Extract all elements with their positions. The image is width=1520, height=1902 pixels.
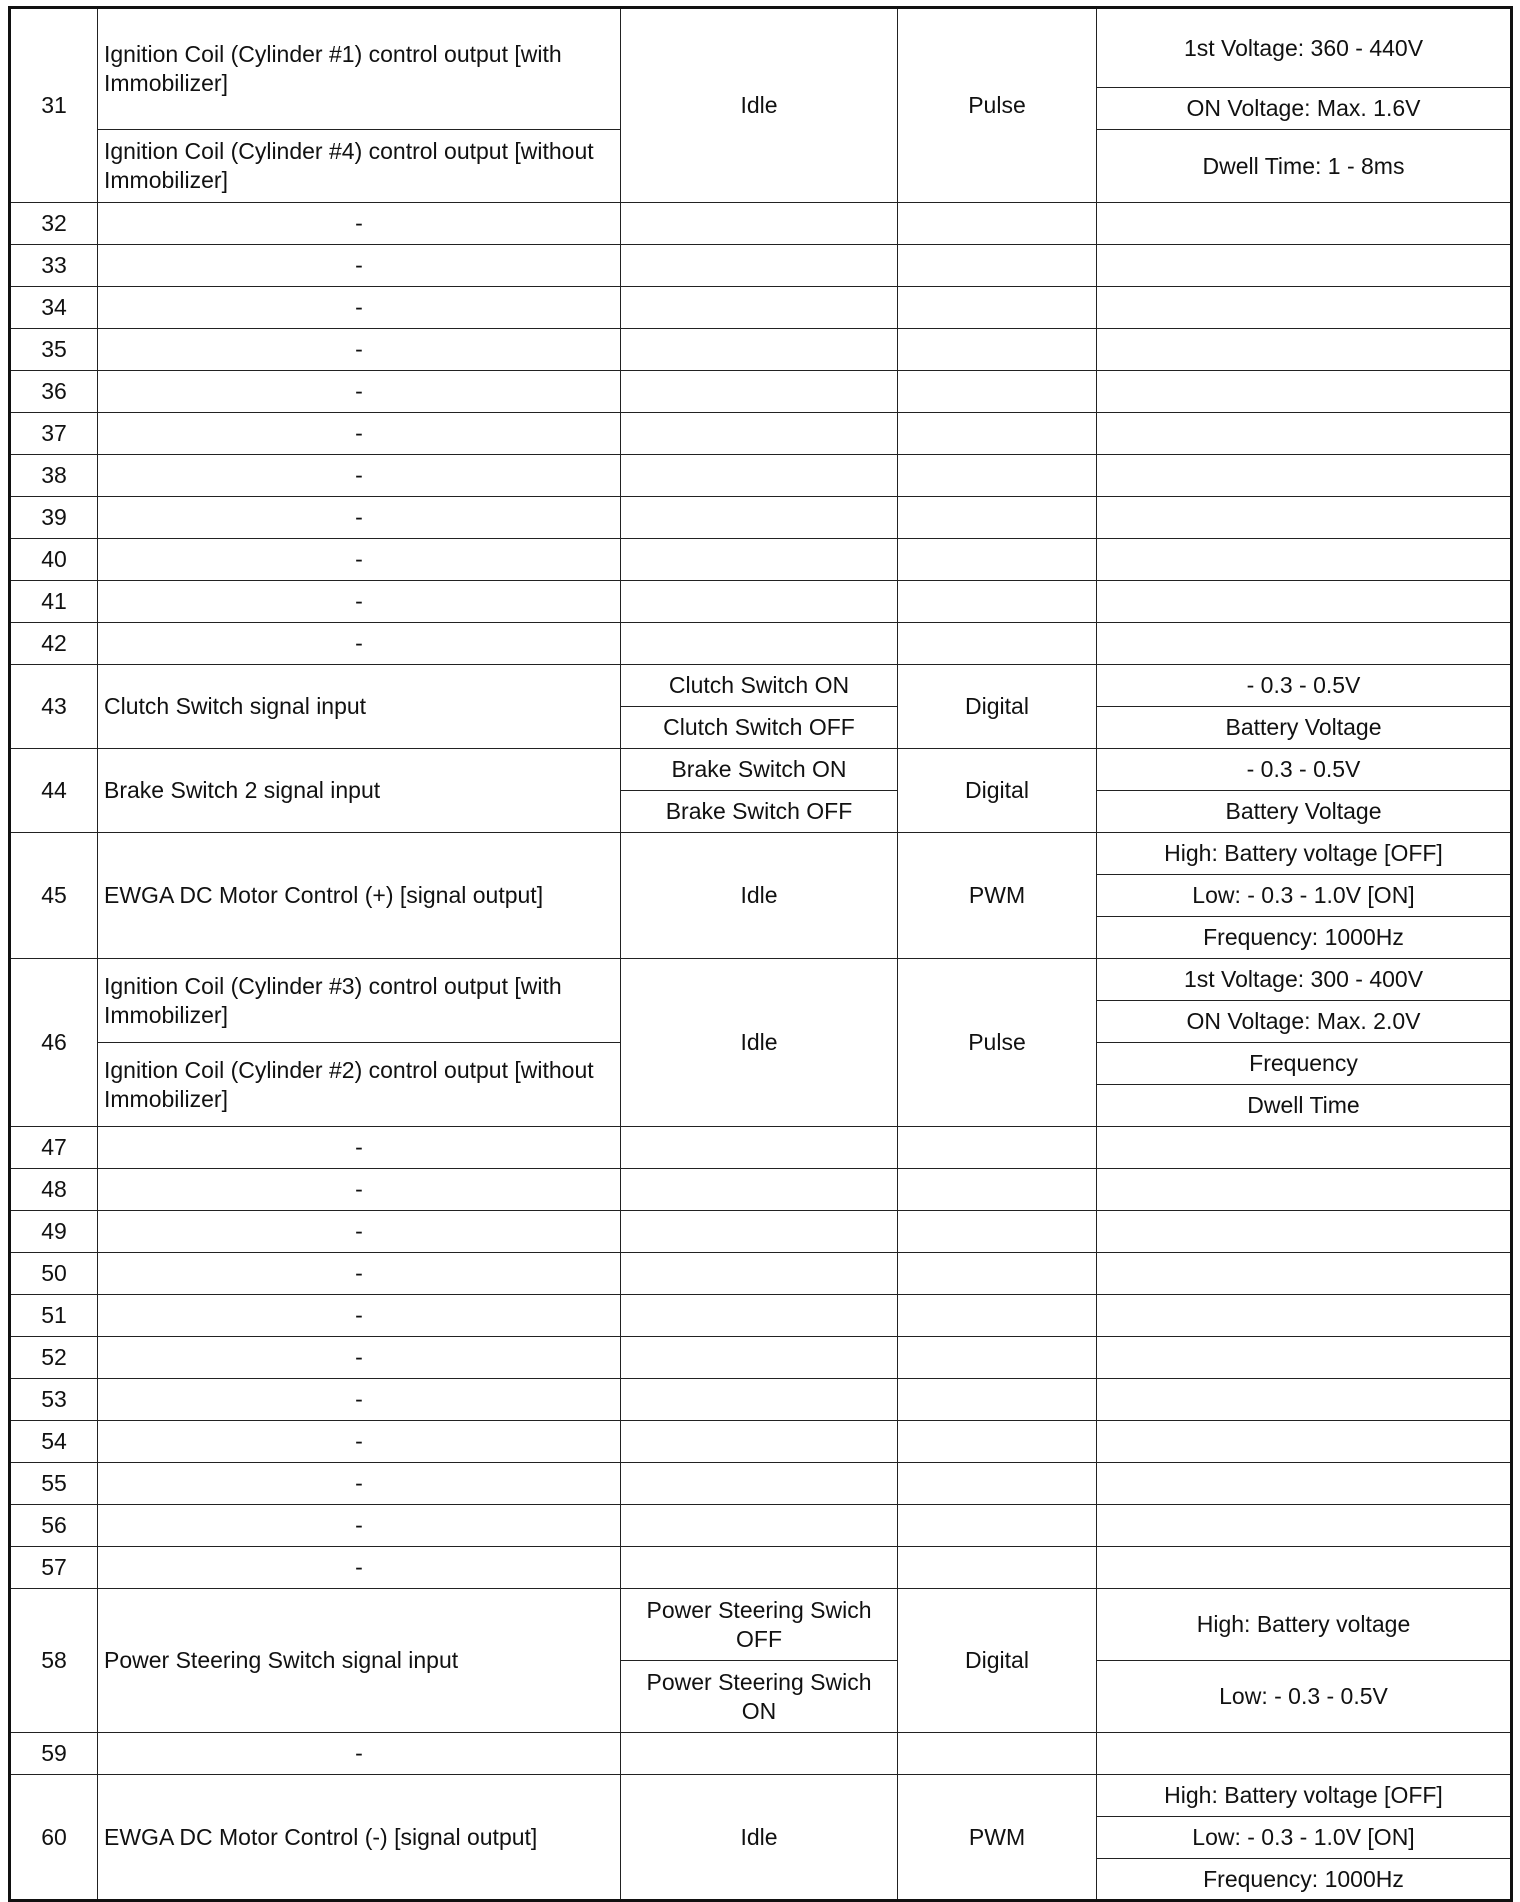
empty-cell (898, 1505, 1097, 1547)
empty-cell (898, 497, 1097, 539)
empty-cell (1097, 581, 1512, 623)
specification: Battery Voltage (1097, 791, 1512, 833)
empty-cell (621, 1127, 898, 1169)
empty-cell (621, 1295, 898, 1337)
empty-cell (898, 1127, 1097, 1169)
pin-number: 59 (10, 1733, 98, 1775)
table-row (10, 1733, 1512, 1775)
empty-cell (621, 371, 898, 413)
specification: 1st Voltage: 300 - 400V (1097, 959, 1512, 1001)
empty-cell (621, 203, 898, 245)
empty-cell (621, 455, 898, 497)
pin-description: - (98, 623, 621, 665)
pin-description: - (98, 203, 621, 245)
pin-number: 55 (10, 1463, 98, 1505)
specification: Low: - 0.3 - 0.5V (1097, 1661, 1512, 1733)
specification: 1st Voltage: 360 - 440V (1097, 8, 1512, 88)
table-row (10, 1127, 1512, 1169)
empty-cell (621, 1463, 898, 1505)
pin-number: 34 (10, 287, 98, 329)
specification: Frequency (1097, 1043, 1512, 1085)
pin-description: Ignition Coil (Cylinder #3) control output [with Immobilizer] (98, 959, 621, 1043)
pin-description: EWGA DC Motor Control (-) [signal output] (98, 1775, 621, 1901)
empty-cell (621, 287, 898, 329)
empty-cell (621, 1505, 898, 1547)
empty-cell (621, 1421, 898, 1463)
empty-cell (1097, 1463, 1512, 1505)
pin-description: - (98, 497, 621, 539)
empty-cell (621, 581, 898, 623)
signal-type: PWM (898, 833, 1097, 959)
empty-cell (898, 371, 1097, 413)
pin-description: Ignition Coil (Cylinder #1) control output [with Immobilizer] (98, 8, 621, 130)
pin-description: Brake Switch 2 signal input (98, 749, 621, 833)
empty-cell (1097, 1211, 1512, 1253)
empty-cell (1097, 1421, 1512, 1463)
signal-type: Digital (898, 1589, 1097, 1733)
pin-number: 47 (10, 1127, 98, 1169)
empty-cell (898, 455, 1097, 497)
pin-number: 48 (10, 1169, 98, 1211)
empty-cell (898, 1337, 1097, 1379)
pin-number: 57 (10, 1547, 98, 1589)
pin-description: - (98, 1547, 621, 1589)
pin-description: - (98, 1337, 621, 1379)
specification: - 0.3 - 0.5V (1097, 749, 1512, 791)
empty-cell (898, 1295, 1097, 1337)
empty-cell (898, 1169, 1097, 1211)
pin-description: - (98, 1505, 621, 1547)
check-condition: Idle (621, 833, 898, 959)
check-condition: Idle (621, 959, 898, 1127)
pin-description: Clutch Switch signal input (98, 665, 621, 749)
pin-description: EWGA DC Motor Control (+) [signal output] (98, 833, 621, 959)
pin-description: - (98, 1421, 621, 1463)
pin-number: 50 (10, 1253, 98, 1295)
empty-cell (1097, 623, 1512, 665)
pin-spec-table (8, 6, 1513, 1902)
empty-cell (898, 1379, 1097, 1421)
pin-number: 56 (10, 1505, 98, 1547)
pin-description: - (98, 413, 621, 455)
pin-number: 60 (10, 1775, 98, 1901)
check-condition: Clutch Switch OFF (621, 707, 898, 749)
pin-description: Ignition Coil (Cylinder #2) control output [without Immobilizer] (98, 1043, 621, 1127)
empty-cell (1097, 1379, 1512, 1421)
pin-number: 52 (10, 1337, 98, 1379)
empty-cell (621, 1379, 898, 1421)
table-row (10, 413, 1512, 455)
empty-cell (1097, 1505, 1512, 1547)
pin-description: - (98, 1169, 621, 1211)
pin-number: 35 (10, 329, 98, 371)
table-row (10, 665, 1512, 707)
table-row (10, 1169, 1512, 1211)
empty-cell (621, 539, 898, 581)
signal-type: PWM (898, 1775, 1097, 1901)
signal-type: Digital (898, 749, 1097, 833)
empty-cell (898, 1463, 1097, 1505)
empty-cell (621, 1733, 898, 1775)
specification: ON Voltage: Max. 2.0V (1097, 1001, 1512, 1043)
pin-number: 42 (10, 623, 98, 665)
empty-cell (1097, 371, 1512, 413)
pin-description: Ignition Coil (Cylinder #4) control output [without Immobilizer] (98, 130, 621, 203)
empty-cell (898, 581, 1097, 623)
empty-cell (621, 1337, 898, 1379)
empty-cell (1097, 203, 1512, 245)
table-row (10, 1589, 1512, 1661)
specification: Dwell Time: 1 - 8ms (1097, 130, 1512, 203)
specification: Frequency: 1000Hz (1097, 917, 1512, 959)
pin-description: - (98, 329, 621, 371)
pin-description: - (98, 287, 621, 329)
specification: High: Battery voltage [OFF] (1097, 1775, 1512, 1817)
specification: Low: - 0.3 - 1.0V [ON] (1097, 875, 1512, 917)
empty-cell (1097, 287, 1512, 329)
pin-number: 41 (10, 581, 98, 623)
pin-number: 45 (10, 833, 98, 959)
empty-cell (1097, 1547, 1512, 1589)
pin-description: - (98, 455, 621, 497)
table-row (10, 1253, 1512, 1295)
pin-description: - (98, 1295, 621, 1337)
table-row (10, 329, 1512, 371)
pin-number: 33 (10, 245, 98, 287)
empty-cell (1097, 1733, 1512, 1775)
specification: High: Battery voltage (1097, 1589, 1512, 1661)
empty-cell (621, 329, 898, 371)
pin-number: 36 (10, 371, 98, 413)
empty-cell (1097, 1295, 1512, 1337)
specification: Battery Voltage (1097, 707, 1512, 749)
empty-cell (1097, 539, 1512, 581)
table-row (10, 833, 1512, 875)
pin-description: - (98, 1127, 621, 1169)
empty-cell (898, 329, 1097, 371)
signal-type: Digital (898, 665, 1097, 749)
empty-cell (621, 245, 898, 287)
check-condition: Brake Switch OFF (621, 791, 898, 833)
table-row (10, 1379, 1512, 1421)
empty-cell (898, 413, 1097, 455)
table-row (10, 539, 1512, 581)
pin-number: 31 (10, 8, 98, 203)
check-condition: Power Steering Swich OFF (621, 1589, 898, 1661)
empty-cell (1097, 455, 1512, 497)
check-condition: Idle (621, 8, 898, 203)
pin-number: 53 (10, 1379, 98, 1421)
pin-number: 32 (10, 203, 98, 245)
table-row (10, 455, 1512, 497)
signal-type: Pulse (898, 959, 1097, 1127)
table-row (10, 1295, 1512, 1337)
pin-description: - (98, 1733, 621, 1775)
table-row (10, 581, 1512, 623)
specification: High: Battery voltage [OFF] (1097, 833, 1512, 875)
empty-cell (898, 1421, 1097, 1463)
empty-cell (621, 623, 898, 665)
table-row (10, 1463, 1512, 1505)
empty-cell (1097, 1127, 1512, 1169)
table-row (10, 1337, 1512, 1379)
check-condition: Clutch Switch ON (621, 665, 898, 707)
pin-description: - (98, 1211, 621, 1253)
empty-cell (621, 497, 898, 539)
empty-cell (621, 1547, 898, 1589)
empty-cell (621, 413, 898, 455)
pin-number: 46 (10, 959, 98, 1127)
empty-cell (898, 1211, 1097, 1253)
empty-cell (898, 539, 1097, 581)
pin-description: - (98, 245, 621, 287)
specification: - 0.3 - 0.5V (1097, 665, 1512, 707)
pin-description: - (98, 1379, 621, 1421)
table-row (10, 959, 1512, 1001)
empty-cell (621, 1169, 898, 1211)
pin-number: 39 (10, 497, 98, 539)
pin-number: 49 (10, 1211, 98, 1253)
check-condition: Idle (621, 1775, 898, 1901)
table-row (10, 203, 1512, 245)
specification: Frequency: 1000Hz (1097, 1859, 1512, 1901)
signal-type: Pulse (898, 8, 1097, 203)
empty-cell (621, 1253, 898, 1295)
pin-description: - (98, 539, 621, 581)
table-row (10, 371, 1512, 413)
pin-description: - (98, 371, 621, 413)
specification: Low: - 0.3 - 1.0V [ON] (1097, 1817, 1512, 1859)
table-row (10, 245, 1512, 287)
specification: ON Voltage: Max. 1.6V (1097, 88, 1512, 130)
empty-cell (1097, 245, 1512, 287)
empty-cell (1097, 413, 1512, 455)
pin-number: 38 (10, 455, 98, 497)
pin-number: 51 (10, 1295, 98, 1337)
table-row (10, 749, 1512, 791)
table-row (10, 1505, 1512, 1547)
empty-cell (1097, 497, 1512, 539)
empty-cell (898, 245, 1097, 287)
table-row (10, 623, 1512, 665)
empty-cell (898, 203, 1097, 245)
pin-description: Power Steering Switch signal input (98, 1589, 621, 1733)
table-row (10, 497, 1512, 539)
check-condition: Brake Switch ON (621, 749, 898, 791)
empty-cell (898, 287, 1097, 329)
pin-description: - (98, 581, 621, 623)
pin-number: 43 (10, 665, 98, 749)
empty-cell (1097, 1253, 1512, 1295)
pin-number: 40 (10, 539, 98, 581)
table-row (10, 8, 1512, 88)
empty-cell (898, 623, 1097, 665)
empty-cell (898, 1253, 1097, 1295)
table-row (10, 1421, 1512, 1463)
table-row (10, 1211, 1512, 1253)
empty-cell (898, 1547, 1097, 1589)
table-row (10, 1547, 1512, 1589)
check-condition: Power Steering Swich ON (621, 1661, 898, 1733)
specification: Dwell Time (1097, 1085, 1512, 1127)
table-row (10, 287, 1512, 329)
pin-number: 37 (10, 413, 98, 455)
empty-cell (621, 1211, 898, 1253)
empty-cell (1097, 1169, 1512, 1211)
empty-cell (1097, 329, 1512, 371)
table-row (10, 1775, 1512, 1817)
pin-number: 44 (10, 749, 98, 833)
empty-cell (1097, 1337, 1512, 1379)
pin-description: - (98, 1463, 621, 1505)
pin-number: 58 (10, 1589, 98, 1733)
pin-number: 54 (10, 1421, 98, 1463)
pin-description: - (98, 1253, 621, 1295)
empty-cell (898, 1733, 1097, 1775)
